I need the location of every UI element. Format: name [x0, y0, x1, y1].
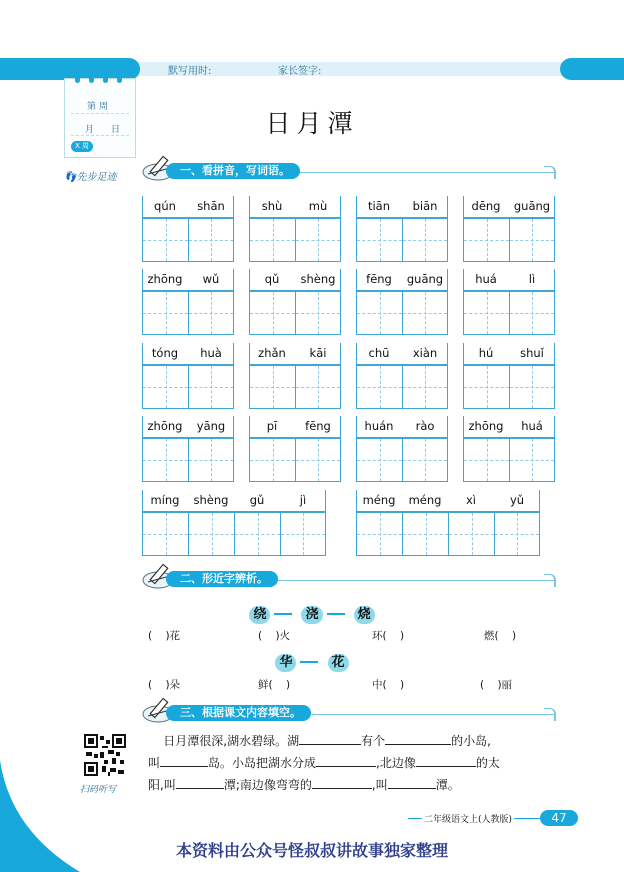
blank-4[interactable] [316, 752, 376, 767]
book-label: 二年级语文上(人教版) [422, 812, 514, 825]
write-time-label: 默写用时: [168, 66, 212, 77]
month-label: 月 [85, 125, 95, 135]
pinyin-syllable: hú [478, 346, 494, 360]
writing-box[interactable] [249, 365, 296, 409]
pinyin-word-5 [142, 269, 234, 335]
section-3-header [140, 704, 556, 722]
s2-fill-1b[interactable]: ( )火 [258, 630, 291, 642]
writing-box[interactable] [280, 512, 326, 556]
writing-box[interactable] [249, 218, 296, 262]
writing-box[interactable] [188, 512, 235, 556]
s2-fill-1a[interactable]: ( )花 [148, 630, 181, 642]
writing-box[interactable] [142, 291, 189, 335]
pinyin-syllable: shān [197, 199, 225, 213]
s2-fill-2a[interactable]: ( )朵 [148, 679, 181, 691]
pinyin-word-6 [249, 269, 341, 335]
qr-label: 扫码听写 [80, 785, 117, 795]
writing-box[interactable] [448, 512, 495, 556]
s3-line-3: 阳,叫 潭;南边像弯弯的 ,叫 潭。 [148, 774, 560, 796]
pinyin-syllable: lì [528, 272, 536, 286]
writing-box[interactable] [249, 291, 296, 335]
writing-box[interactable] [188, 218, 234, 262]
pinyin-syllable: fēng [366, 272, 392, 286]
pinyin-syllable: huá [475, 272, 497, 286]
pinyin-word-10 [249, 343, 341, 409]
writing-box[interactable] [249, 438, 296, 482]
blank-1[interactable] [299, 730, 361, 745]
section-3-title: 三、根据课文内容填空。 [166, 705, 311, 721]
s3-line-2: 叫 岛。小岛把湖水分成 ,北边像 的太 [148, 752, 560, 774]
pinyin-word-16 [463, 416, 555, 482]
pinyin-word-7 [356, 269, 448, 335]
pinyin-syllable: zhǎn [258, 346, 286, 360]
s2-fill-2d[interactable]: ( )丽 [480, 679, 513, 691]
pinyin-syllable: mù [308, 199, 328, 213]
pinyin-syllable: xì [465, 493, 476, 507]
qr-code-icon[interactable] [84, 734, 126, 776]
pinyin-word-13 [142, 416, 234, 482]
blank-2[interactable] [385, 730, 451, 745]
writing-box[interactable] [188, 291, 234, 335]
writing-box[interactable] [402, 438, 448, 482]
s2-fill-2b[interactable]: 鲜( ) [258, 679, 291, 691]
writing-box[interactable] [295, 218, 341, 262]
pinyin-syllable: shù [261, 199, 283, 213]
pinyin-syllable: zhōng [147, 272, 183, 286]
pinyin-word-15 [356, 416, 448, 482]
writing-box[interactable] [494, 512, 540, 556]
char-1: 绕 [249, 606, 270, 624]
writing-box[interactable] [509, 218, 555, 262]
pinyin-syllable: zhōng [147, 419, 183, 433]
writing-box[interactable] [356, 438, 403, 482]
writing-box[interactable] [402, 365, 448, 409]
pinyin-syllable: guāng [513, 199, 551, 213]
writing-box[interactable] [402, 291, 448, 335]
writing-box[interactable] [509, 365, 555, 409]
section-2-title: 二、形近字辨析。 [166, 571, 278, 587]
writing-box[interactable] [463, 438, 510, 482]
pinyin-syllable: míng [150, 493, 180, 507]
pinyin-syllable: rào [415, 419, 435, 433]
writing-box[interactable] [142, 218, 189, 262]
pinyin-word-4 [463, 196, 555, 262]
writing-box[interactable] [463, 365, 510, 409]
pinyin-syllable: méng [408, 493, 442, 507]
pinyin-word-1 [142, 196, 234, 262]
writing-box[interactable] [509, 291, 555, 335]
char-2: 浇 [301, 606, 322, 624]
pinyin-syllable: huá [521, 419, 543, 433]
pinyin-word-18 [356, 490, 540, 556]
pinyin-syllable: biān [412, 199, 438, 213]
section-1-header [140, 162, 556, 180]
s2-fill-2c[interactable]: 中( ) [372, 679, 405, 691]
pinyin-syllable: huán [364, 419, 394, 433]
writing-box[interactable] [356, 512, 403, 556]
page-number: 47 [540, 810, 578, 826]
pinyin-syllable: huà [200, 346, 222, 360]
writing-box[interactable] [356, 291, 403, 335]
blank-8[interactable] [388, 774, 436, 789]
pinyin-syllable: dēng [471, 199, 501, 213]
s2-fill-1c[interactable]: 环( ) [372, 630, 405, 642]
writing-box[interactable] [142, 365, 189, 409]
pinyin-syllable: tóng [151, 346, 179, 360]
pinyin-syllable: méng [362, 493, 396, 507]
parent-sign-label: 家长签字: [278, 66, 322, 77]
section-1-title: 一、看拼音，写词语。 [166, 163, 300, 179]
corner-decoration [0, 760, 80, 872]
blank-7[interactable] [312, 774, 372, 789]
side-label: 👣先步足迹 [64, 172, 117, 183]
writing-box[interactable] [402, 218, 448, 262]
writing-box[interactable] [142, 438, 189, 482]
pinyin-syllable: pī [266, 419, 278, 433]
pinyin-word-11 [356, 343, 448, 409]
blank-3[interactable] [160, 752, 208, 767]
pinyin-syllable: guāng [406, 272, 444, 286]
source-note: 本资料由公众号怪叔叔讲故事独家整理 [175, 841, 448, 860]
writing-box[interactable] [463, 218, 510, 262]
pinyin-syllable: yǔ [509, 493, 525, 507]
char-4: 华 [275, 654, 296, 672]
pinyin-syllable: gǔ [249, 493, 265, 507]
pinyin-syllable: shuǐ [520, 346, 544, 360]
pinyin-syllable: qǔ [264, 272, 280, 286]
pinyin-syllable: shèng [193, 493, 229, 507]
char-group-2 [0, 651, 624, 672]
writing-box[interactable] [295, 365, 341, 409]
blank-6[interactable] [176, 774, 224, 789]
pinyin-syllable: xiàn [412, 346, 438, 360]
pinyin-syllable: kāi [309, 346, 327, 360]
pinyin-word-3 [356, 196, 448, 262]
pinyin-syllable: qún [154, 199, 176, 213]
writing-box[interactable] [402, 512, 449, 556]
week-label: 第 周 [87, 102, 108, 112]
blank-5[interactable] [416, 752, 476, 767]
writing-box[interactable] [234, 512, 281, 556]
char-5: 花 [328, 654, 349, 672]
pinyin-syllable: tiān [367, 199, 391, 213]
pinyin-syllable: fēng [305, 419, 331, 433]
pinyin-word-17 [142, 490, 326, 556]
writing-box[interactable] [188, 365, 234, 409]
pinyin-syllable: shèng [300, 272, 336, 286]
pinyin-syllable: jì [299, 493, 307, 507]
writing-box[interactable] [188, 438, 234, 482]
footer-bar [408, 810, 578, 826]
char-group-1 [0, 603, 624, 624]
day-label: 日 [111, 125, 121, 135]
pinyin-syllable: chū [368, 346, 390, 360]
week-badge: X 周 [71, 141, 93, 152]
section-2-header [140, 570, 556, 588]
s2-fill-1d[interactable]: 燃( ) [484, 630, 517, 642]
char-3: 烧 [354, 606, 375, 624]
pinyin-word-2 [249, 196, 341, 262]
s3-line-1: 日月潭很深,湖水碧绿。湖 有个 的小岛, [148, 730, 560, 752]
pinyin-word-12 [463, 343, 555, 409]
pinyin-word-8 [463, 269, 555, 335]
pinyin-syllable: wǔ [202, 272, 220, 286]
writing-box[interactable] [142, 512, 189, 556]
page-title: 日月潭 [265, 109, 359, 138]
writing-box[interactable] [295, 291, 341, 335]
writing-box[interactable] [356, 365, 403, 409]
writing-box[interactable] [295, 438, 341, 482]
pinyin-word-9 [142, 343, 234, 409]
writing-box[interactable] [463, 291, 510, 335]
pinyin-syllable: yāng [196, 419, 226, 433]
writing-box[interactable] [509, 438, 555, 482]
pinyin-word-14 [249, 416, 341, 482]
writing-box[interactable] [356, 218, 403, 262]
pinyin-syllable: zhōng [468, 419, 504, 433]
footprint-icon: 👣 [64, 172, 77, 183]
